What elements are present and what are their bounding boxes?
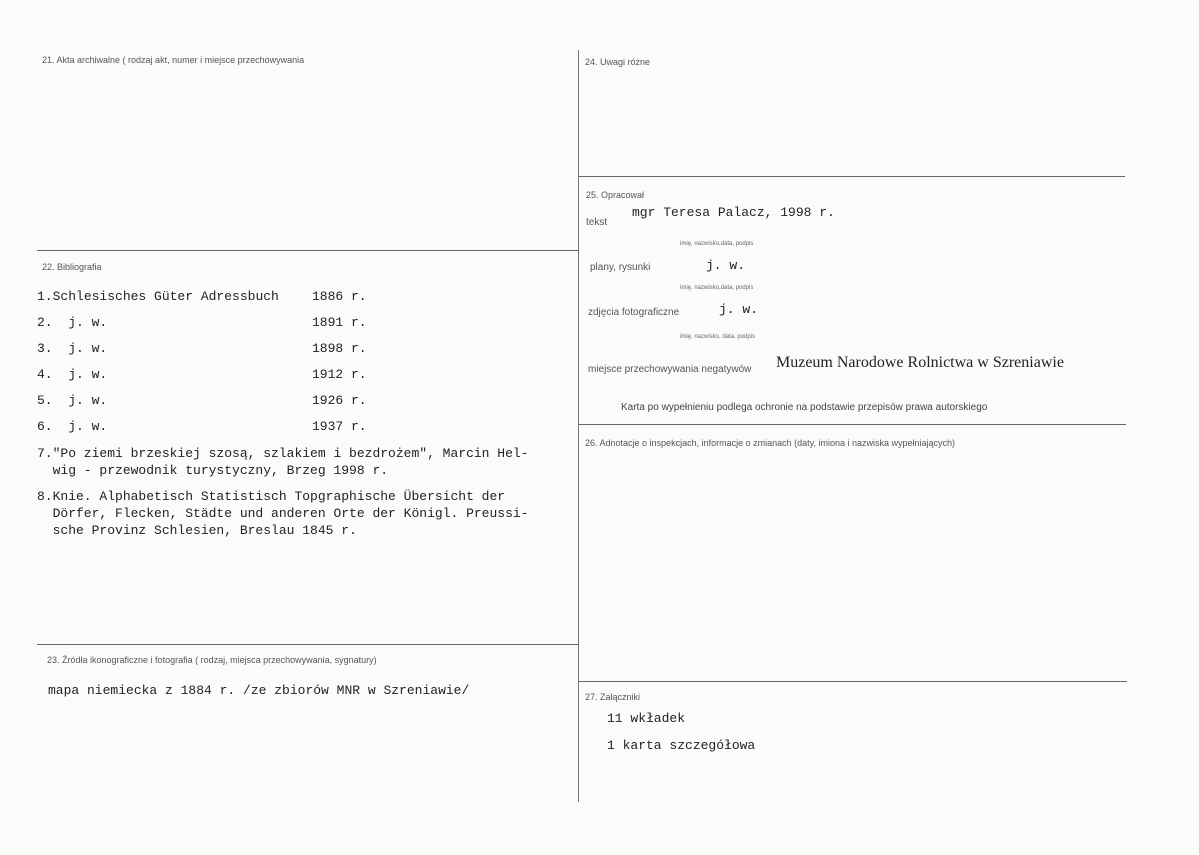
bib-entry-2	[37, 315, 107, 330]
bib-entry-year: 1912 r.	[312, 367, 367, 382]
divider-25-26	[579, 424, 1126, 425]
divider-21-22	[37, 250, 578, 251]
bib-entry-6	[37, 419, 107, 434]
plany-sub-label: imię, nazwisko,data, podpis	[680, 285, 754, 291]
section-23-label: 23. Źródła ikonograficzne i fotografia ( rodzaj, miejsca przechowywania, sygnatury)	[47, 655, 377, 665]
bib-entry-3	[37, 341, 107, 356]
bib-entry-num: 2.	[37, 315, 53, 330]
tekst-sub-label: imię, nazwisko,data, podpis	[680, 241, 754, 247]
section-22-label: 22. Bibliografia	[42, 262, 102, 272]
zdjecia-label: zdjęcia fotograficzne	[588, 307, 680, 318]
section-25-label: 25. Opracował	[586, 190, 645, 200]
bib-entry-num: 6.	[37, 419, 53, 434]
zdjecia-value: j. w.	[719, 302, 759, 317]
bib-entry-year: 1886 r.	[312, 289, 367, 304]
plany-label: plany, rysunki	[590, 262, 651, 273]
negatywy-label: miejsce przechowywania negatywów	[588, 364, 752, 375]
section-26-label: 26. Adnotacje o inspekcjach, informacje o zmianach (daty, imiona i nazwiska wypełniających)	[585, 438, 956, 448]
bib-entry-text: j. w.	[68, 315, 108, 330]
column-divider	[578, 50, 579, 802]
copyright-notice: Karta po wypełnieniu podlega ochronie na podstawie przepisów prawa autorskiego	[621, 402, 988, 413]
bib-entry-4	[37, 367, 107, 382]
bib-entry-7: 7."Po ziemi brzeskiej szosą, szlakiem i bezdrożem", Marcin Hel- wig - przewodnik turystyczny, Brzeg 1998 r.	[37, 446, 529, 478]
bib-entry-year: 1937 r.	[312, 419, 367, 434]
attachment-item-1: 11 wkładek	[607, 711, 686, 726]
bib-entry-1	[37, 289, 279, 304]
bib-entry-num: 4.	[37, 367, 53, 382]
bib-entry-num: 5.	[37, 393, 53, 408]
section-21-label: 21. Akta archiwalne ( rodzaj akt, numer i miejsce przechowywania	[42, 55, 305, 65]
bib-entry-text: j. w.	[68, 341, 108, 356]
bib-entry-8: 8.Knie. Alphabetisch Statistisch Topgraphische Übersicht der Dörfer, Flecken, Städte und anderen Orte der Königl. Preussi- sche Provinz Schlesien, Breslau 1845 r.	[37, 489, 529, 538]
tekst-label: tekst	[586, 217, 608, 228]
section-27-label: 27. Załączniki	[585, 692, 641, 702]
section-24-label: 24. Uwagi różne	[585, 57, 651, 67]
bib-entry-year: 1891 r.	[312, 315, 367, 330]
section-23-value: mapa niemiecka z 1884 r. /ze zbiorów MNR w Szreniawie/	[48, 683, 470, 698]
zdjecia-sub-label: imię, nazwisko, data, podpis	[680, 334, 756, 340]
negatywy-value: Muzeum Narodowe Rolnictwa w Szreniawie	[776, 354, 1064, 371]
bib-entry-text: j. w.	[68, 419, 108, 434]
divider-24-25	[579, 176, 1125, 177]
tekst-value: mgr Teresa Palacz, 1998 r.	[632, 205, 835, 220]
bib-entry-text: Schlesisches Güter Adressbuch	[52, 289, 279, 304]
bib-entry-num: 3.	[37, 341, 53, 356]
bib-entry-num: 1.	[37, 289, 53, 304]
bib-entry-text: j. w.	[68, 393, 108, 408]
plany-value: j. w.	[706, 258, 746, 273]
divider-26-27	[579, 681, 1127, 682]
bib-entry-year: 1898 r.	[312, 341, 367, 356]
divider-22-23	[37, 644, 578, 645]
bib-entry-5	[37, 393, 107, 408]
bib-entry-year: 1926 r.	[312, 393, 367, 408]
attachment-item-2: 1 karta szczegółowa	[607, 738, 756, 753]
bib-entry-text: j. w.	[68, 367, 108, 382]
